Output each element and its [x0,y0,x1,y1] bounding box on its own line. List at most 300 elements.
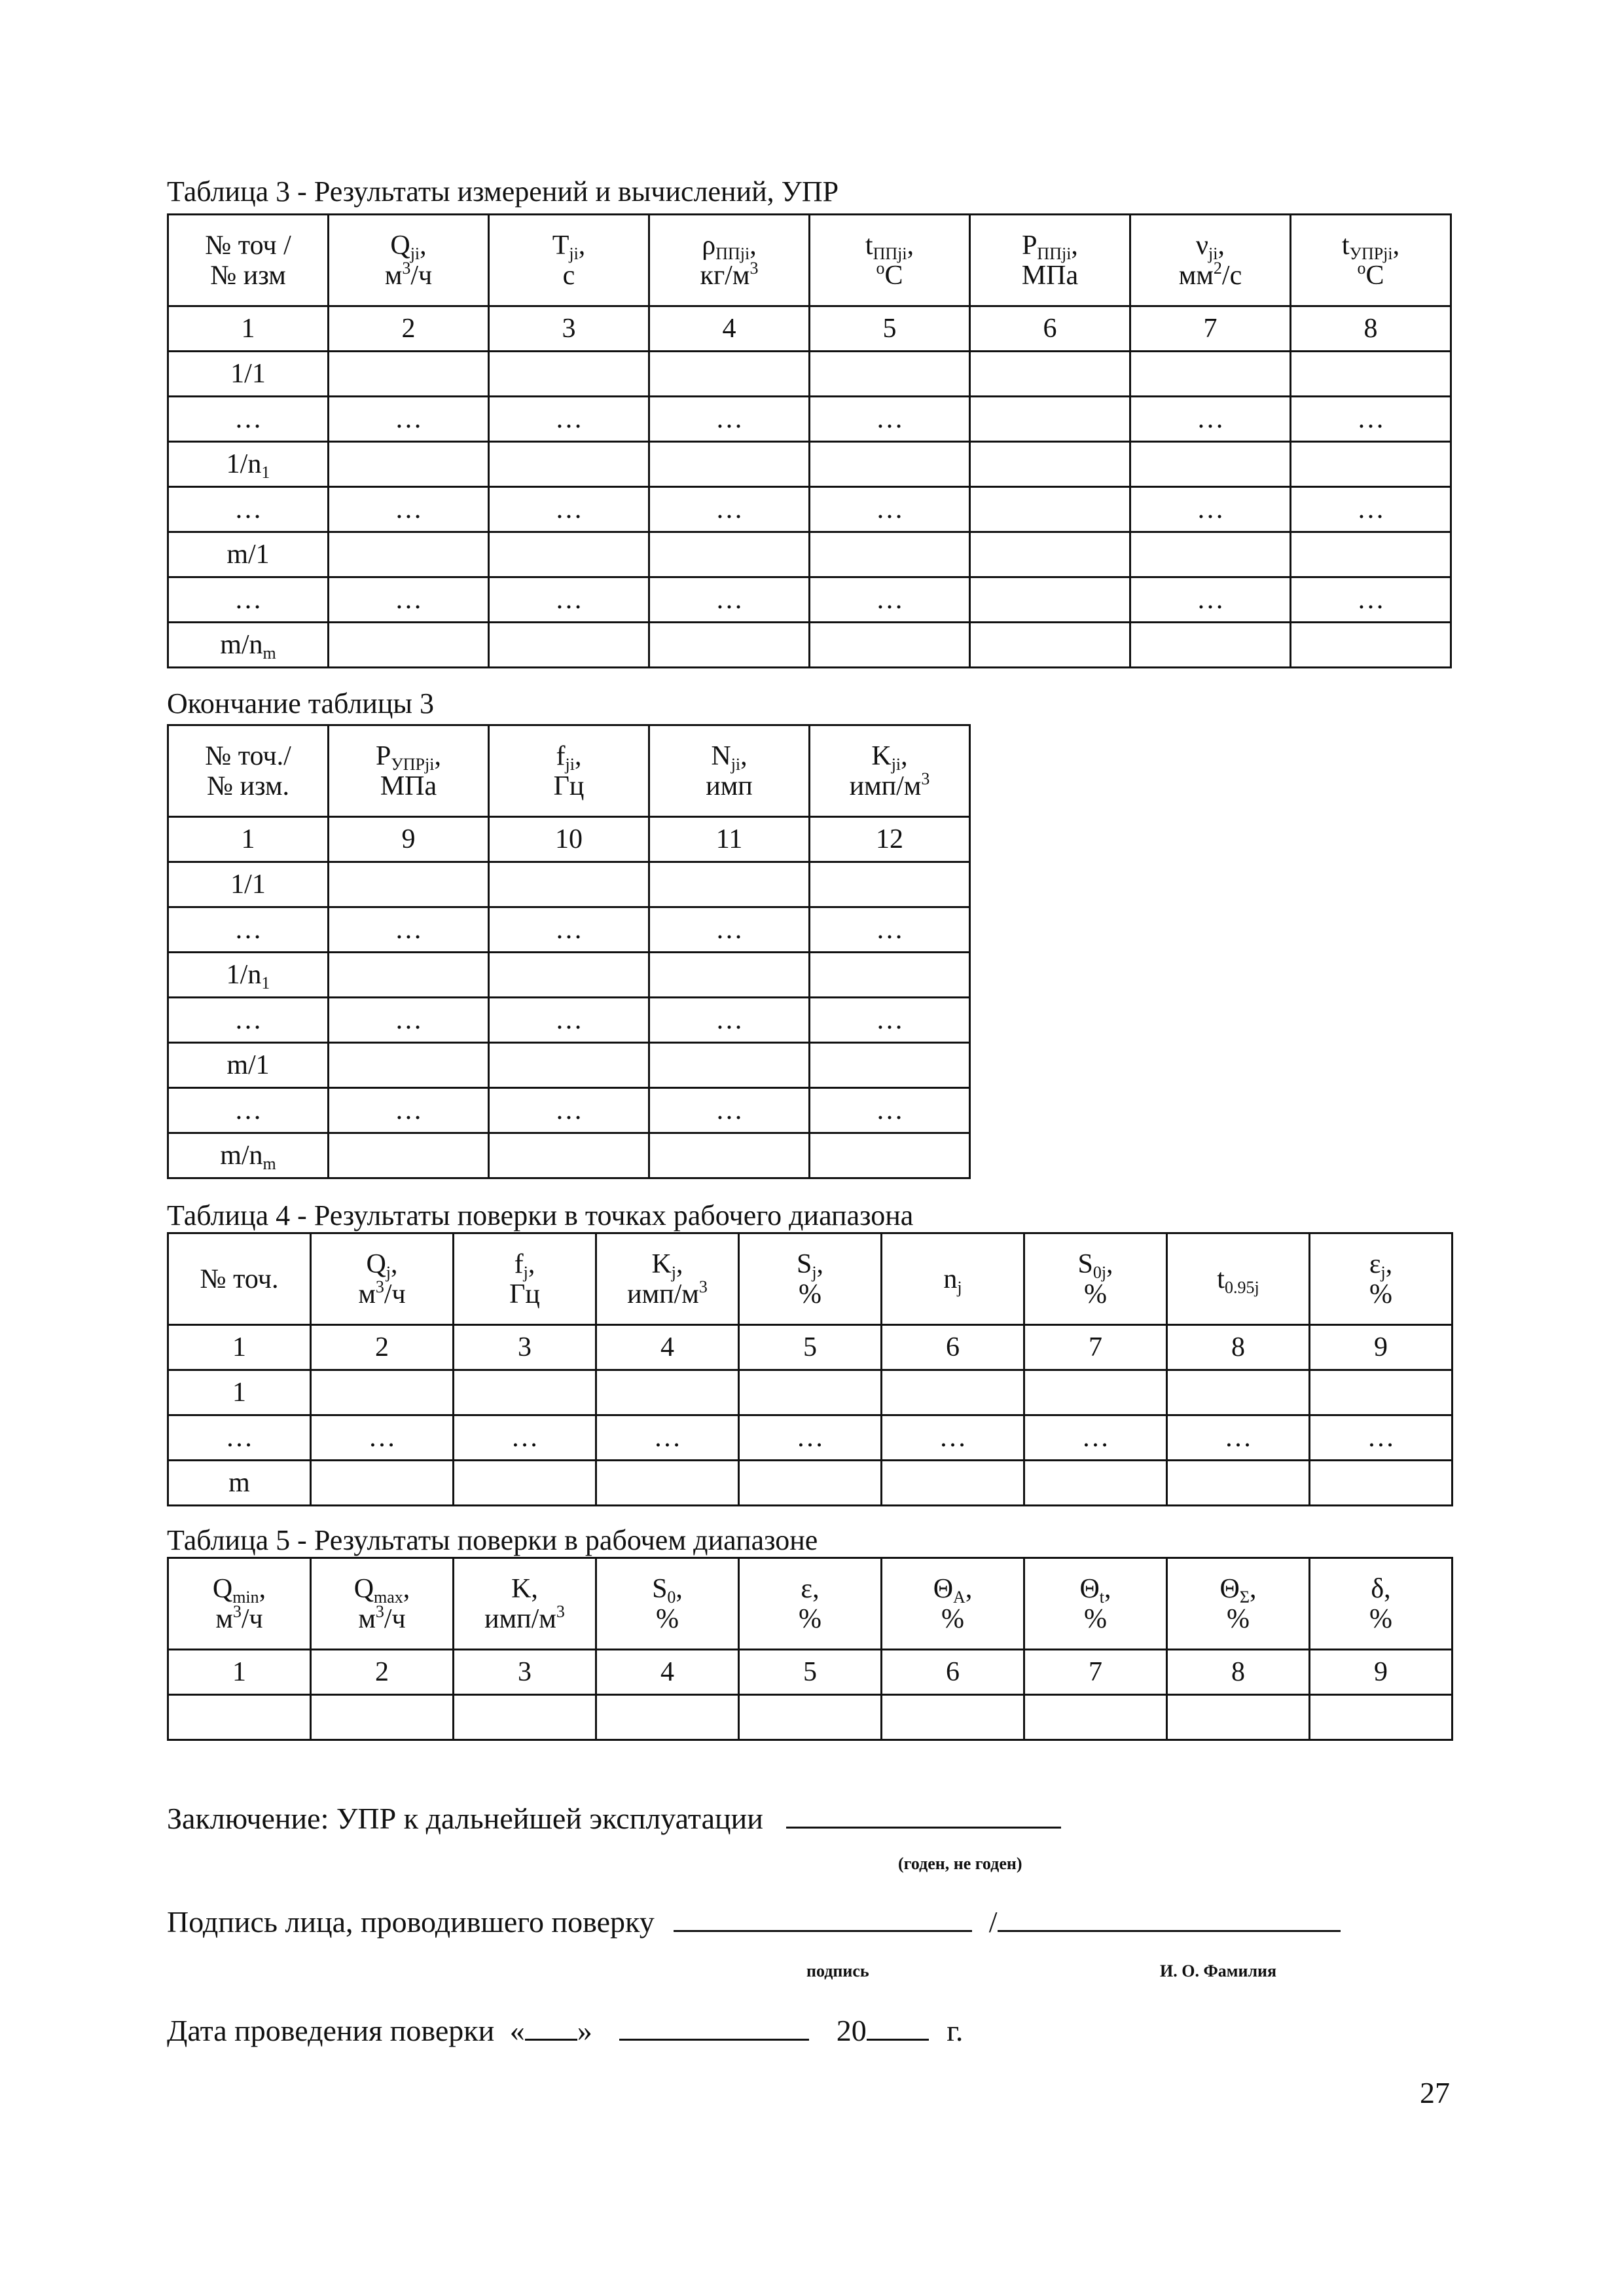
date-year-blank[interactable] [867,2011,929,2041]
row-label-subscript: 1 [261,974,270,993]
row-label: m/1 [168,1043,329,1088]
header-symbol: Q [390,230,410,261]
header-subscript: ППji [873,244,907,263]
date-day-blank[interactable] [525,2011,577,2041]
header-cell [329,725,489,817]
header-cell [882,1558,1024,1650]
header-unit: МПа [380,771,437,801]
header-unit: /ч [384,1603,406,1634]
table-cell: … [810,487,970,532]
header-unit: имп/м [484,1603,556,1634]
header-cell [1310,1558,1453,1650]
table-cell: … [329,577,489,623]
table-cell [1291,352,1451,397]
header-unit: /ч [241,1603,263,1634]
column-number: 9 [329,817,489,862]
table-cell [329,352,489,397]
header-subscript: j [671,1262,677,1282]
header-subscript: j [1380,1262,1386,1282]
column-number-row [168,817,970,862]
header-subscript: УПРji [391,754,435,774]
table-cell: … [1130,577,1291,623]
header-unit: /с [1221,260,1242,291]
header-symbol: Q [353,1573,374,1604]
header-row [168,1233,1453,1325]
header-unit: м [358,1279,376,1309]
table-cell [970,397,1130,442]
table-cell: … [882,1415,1024,1461]
header-comma: , [391,1248,398,1279]
header-comma: , [965,1573,973,1604]
table-row [168,577,1451,623]
conclusion-line [167,1799,1061,1837]
table-cell: … [489,1088,649,1133]
header-cell [1024,1233,1167,1325]
column-number-row [168,1325,1453,1370]
column-number: 1 [168,306,329,352]
table-cell [329,862,489,907]
header-symbol: f [556,740,566,771]
header-cell [739,1558,882,1650]
table4-caption: Таблица 4 - Результаты поверки в точках рабочего диапазона [167,1199,914,1231]
table-cell [649,1043,810,1088]
row-label: m [168,1461,311,1506]
table-cell: … [1291,397,1451,442]
header-symbol: t [1341,230,1350,261]
column-number: 8 [1291,306,1451,352]
column-number: 4 [649,306,810,352]
table-row [168,1043,970,1088]
header-line: № точ./ [205,740,291,771]
table-cell [489,1133,649,1178]
header-cell [1167,1558,1310,1650]
header-superscript: 3 [556,1601,565,1621]
header-symbol: Θ [1079,1573,1100,1604]
header-symbol: Θ [933,1573,954,1604]
header-comma: , [578,230,586,261]
header-comma: , [1106,1248,1113,1279]
header-cell [1130,215,1291,306]
table-row [168,623,1451,668]
column-number: 6 [882,1650,1024,1695]
table-cell [489,352,649,397]
header-comma: , [1384,1573,1391,1604]
column-number: 10 [489,817,649,862]
header-line: № изм. [206,771,290,801]
header-subscript: 0j [1092,1262,1107,1282]
header-subscript: A [953,1587,965,1607]
row-label: … [168,577,329,623]
column-number: 8 [1167,1325,1310,1370]
header-symbol: T [552,230,569,261]
table-cell: … [329,487,489,532]
table4 [167,1232,1453,1506]
header-subscript: j [523,1262,528,1282]
header-subscript: j [386,1262,391,1282]
table-cell [1024,1461,1167,1506]
table-row [168,907,970,953]
table-cell [882,1461,1024,1506]
table-cell: … [810,998,970,1043]
row-label: m/1 [168,532,329,577]
table-cell: … [649,397,810,442]
row-label: $1/n_1$ [168,953,329,998]
table-cell: … [810,1088,970,1133]
header-subscript: t [1099,1587,1105,1607]
header-comma: , [1071,230,1078,261]
header-unit: имп [706,771,753,801]
table-row [168,1695,1453,1740]
date-open-quote: « [509,2014,525,2047]
conclusion-text: Заключение: УПР к дальнейшей эксплуатации [167,1802,763,1835]
header-unit: % [1227,1603,1250,1634]
header-subscript: 0 [667,1587,676,1607]
column-number: 4 [596,1650,739,1695]
row-label: 1 [168,1370,311,1415]
header-unit: с [562,260,575,291]
header-unit: Гц [553,771,585,801]
row-label-subscript: 1 [261,463,270,482]
table-cell [311,1370,454,1415]
table-cell [649,442,810,487]
column-number: 5 [810,306,970,352]
header-comma: , [901,740,908,771]
table-cell [596,1695,739,1740]
header-subscript: max [374,1587,403,1607]
table-row [168,1133,970,1178]
table-cell [1291,442,1451,487]
table-cell [489,1043,649,1088]
header-superscript: o [1357,258,1366,278]
header-row [168,725,970,817]
header-unit: % [1084,1279,1107,1309]
header-subscript: min [232,1587,259,1607]
header-subscript: ji [569,244,579,263]
header-cell [810,215,970,306]
header-symbol: N [711,740,731,771]
table-cell [596,1461,739,1506]
table-cell [970,623,1130,668]
row-label: … [168,907,329,953]
table-cell [810,1043,970,1088]
table-cell: … [649,998,810,1043]
column-number: 1 [168,1325,311,1370]
row-label: $m/n_m$ [168,623,329,668]
column-number: 5 [739,1325,882,1370]
signature-hint-name: И. О. Фамилия [1160,1961,1277,1980]
table-cell: … [810,397,970,442]
table-row [168,442,1451,487]
header-superscript: 3 [698,1277,708,1296]
table-cell [649,1133,810,1178]
table-row [168,487,1451,532]
header-superscript: 2 [1213,258,1222,278]
table-cell [739,1461,882,1506]
table-cell [739,1370,882,1415]
row-label: … [168,1088,329,1133]
row-label [168,1695,311,1740]
table3-caption: Таблица 3 - Результаты измерений и вычислений, УПР [167,175,839,208]
table-cell [1291,532,1451,577]
header-unit: мм [1178,260,1214,291]
header-unit: C [1365,260,1384,291]
date-year-prefix: 20 [836,2014,867,2047]
header-line: № точ. [200,1264,279,1294]
header-cell [168,1558,311,1650]
date-month-blank[interactable] [619,2011,809,2041]
header-symbol: K [651,1248,672,1279]
table-cell [1167,1370,1310,1415]
table-row [168,862,970,907]
header-symbol: S [1077,1248,1093,1279]
table-cell [1024,1695,1167,1740]
header-comma: , [749,230,757,261]
header-cell [739,1233,882,1325]
header-cell [596,1233,739,1325]
conclusion-blank[interactable] [786,1799,1061,1829]
table3-end [167,724,971,1179]
column-number: 5 [739,1650,882,1695]
page-number: 27 [1420,2076,1450,2109]
header-symbol: P [376,740,391,771]
table-row [168,397,1451,442]
header-cell [970,215,1130,306]
column-number: 9 [1310,1325,1453,1370]
column-number: 7 [1130,306,1291,352]
header-row [168,1558,1453,1650]
table-cell [1310,1461,1453,1506]
table-cell: … [489,998,649,1043]
table-cell: … [810,577,970,623]
header-subscript: j [957,1277,962,1297]
header-superscript: 3 [375,1277,384,1296]
header-subscript: ji [410,244,420,263]
date-line [167,2011,963,2049]
table-row [168,998,970,1043]
table-cell [454,1461,596,1506]
header-symbol: K [871,740,892,771]
header-subscript: ji [1208,244,1218,263]
header-unit: % [1369,1279,1392,1309]
column-number: 7 [1024,1325,1167,1370]
row-label-subscript: m [262,644,276,663]
header-comma: , [1104,1573,1111,1604]
column-number: 7 [1024,1650,1167,1695]
header-symbol: f [514,1248,524,1279]
table-cell [1291,623,1451,668]
table-row [168,1415,1453,1461]
table-cell [649,532,810,577]
header-cell [168,1233,311,1325]
table-cell [489,623,649,668]
column-number: 3 [454,1650,596,1695]
table-cell [649,352,810,397]
signature-name-blank[interactable] [998,1903,1341,1932]
table-cell: … [1024,1415,1167,1461]
header-symbol: P [1022,230,1038,261]
row-label: … [168,998,329,1043]
header-cell [649,725,810,817]
header-symbol: Θ [1219,1573,1240,1604]
header-comma: , [531,1573,538,1604]
header-cell [489,215,649,306]
header-comma: , [1385,1248,1393,1279]
table-cell [489,953,649,998]
table-cell [1167,1461,1310,1506]
header-cell [311,1233,454,1325]
header-unit: % [799,1279,821,1309]
table-cell: … [649,1088,810,1133]
header-subscript: ji [891,754,901,774]
header-unit: МПа [1021,260,1079,291]
table-row [168,532,1451,577]
header-unit: /ч [410,260,433,291]
column-number: 6 [970,306,1130,352]
table-cell [810,442,970,487]
header-superscript: 3 [749,258,759,278]
table-cell [489,442,649,487]
header-superscript: 3 [232,1601,242,1621]
table-cell: … [329,1088,489,1133]
column-number: 1 [168,817,329,862]
table-cell [649,953,810,998]
table-cell [970,442,1130,487]
table-cell [329,442,489,487]
table-cell: … [1291,577,1451,623]
table-cell [1130,532,1291,577]
header-comma: , [434,740,441,771]
table-cell [311,1695,454,1740]
header-symbol: S [652,1573,668,1604]
date-year-suffix: г. [947,2014,964,2047]
row-label: 1/1 [168,352,329,397]
table-cell [329,953,489,998]
table-cell [970,577,1130,623]
table-cell: … [1130,397,1291,442]
header-cell [649,215,810,306]
header-subscript: Σ [1239,1587,1250,1607]
header-comma: , [403,1573,410,1604]
header-comma: , [816,1248,824,1279]
header-cell [596,1558,739,1650]
table-cell [454,1695,596,1740]
row-label: 1/1 [168,862,329,907]
table-cell [1130,623,1291,668]
header-comma: , [1249,1573,1257,1604]
table-cell: … [649,487,810,532]
table-row [168,1088,970,1133]
header-symbol: K [511,1573,532,1604]
row-label: … [168,397,329,442]
header-symbol: Q [212,1573,233,1604]
header-cell [1024,1558,1167,1650]
header-cell [329,215,489,306]
table-cell [329,1043,489,1088]
column-number: 6 [882,1325,1024,1370]
table-cell [1130,352,1291,397]
table-cell: … [311,1415,454,1461]
row-label: … [168,1415,311,1461]
table-cell [810,1133,970,1178]
header-subscript: ji [731,754,741,774]
header-unit: /ч [384,1279,406,1309]
column-number: 3 [454,1325,596,1370]
table-cell [970,532,1130,577]
table-cell [810,953,970,998]
header-subscript: 0.95j [1224,1277,1259,1297]
header-symbol: Q [366,1248,386,1279]
column-number: 1 [168,1650,311,1695]
header-comma: , [812,1573,820,1604]
table-cell [810,862,970,907]
table-cell [1167,1695,1310,1740]
table-cell: … [1130,487,1291,532]
column-number: 8 [1167,1650,1310,1695]
table-cell: … [489,577,649,623]
header-comma: , [1218,230,1225,261]
header-symbol: S [796,1248,812,1279]
column-number: 2 [329,306,489,352]
table-cell: … [489,487,649,532]
header-cell [810,725,970,817]
row-label-subscript: m [262,1154,276,1173]
table-cell [329,623,489,668]
header-unit: % [799,1603,821,1634]
table-row [168,1370,1453,1415]
table-cell [649,862,810,907]
header-subscript: j [812,1262,817,1282]
header-symbol: ρ [702,230,716,261]
header-symbol: ε [1369,1248,1381,1279]
table-cell [489,862,649,907]
header-comma: , [676,1573,683,1604]
table-cell [739,1695,882,1740]
header-superscript: o [876,258,885,278]
table-cell [882,1695,1024,1740]
table-row [168,953,970,998]
date-label: Дата проведения поверки [167,2014,495,2047]
header-cell [454,1233,596,1325]
column-number: 2 [311,1325,454,1370]
header-cell [1310,1233,1453,1325]
table-cell [1310,1370,1453,1415]
header-symbol: n [943,1264,958,1294]
table3-end-caption: Окончание таблицы 3 [167,687,434,720]
table-cell: … [329,998,489,1043]
header-cell [168,215,329,306]
signature-text: Подпись лица, проводившего поверку [167,1905,655,1939]
header-line: № точ / [205,230,291,261]
signature-line [167,1903,1341,1941]
header-unit: % [656,1603,679,1634]
header-superscript: 3 [402,258,411,278]
header-unit: Гц [509,1279,540,1309]
header-unit: м [384,260,403,291]
table-cell: … [454,1415,596,1461]
header-subscript: ППji [1037,244,1072,263]
table-cell: … [329,907,489,953]
header-comma: , [740,740,748,771]
signature-blank[interactable] [674,1903,972,1932]
header-unit: имп/м [627,1279,699,1309]
table-cell: … [1167,1415,1310,1461]
table-cell [810,623,970,668]
table-cell: … [739,1415,882,1461]
header-unit: % [1084,1603,1107,1634]
header-symbol: t [1217,1264,1225,1294]
table-cell [649,623,810,668]
table-cell [1130,442,1291,487]
